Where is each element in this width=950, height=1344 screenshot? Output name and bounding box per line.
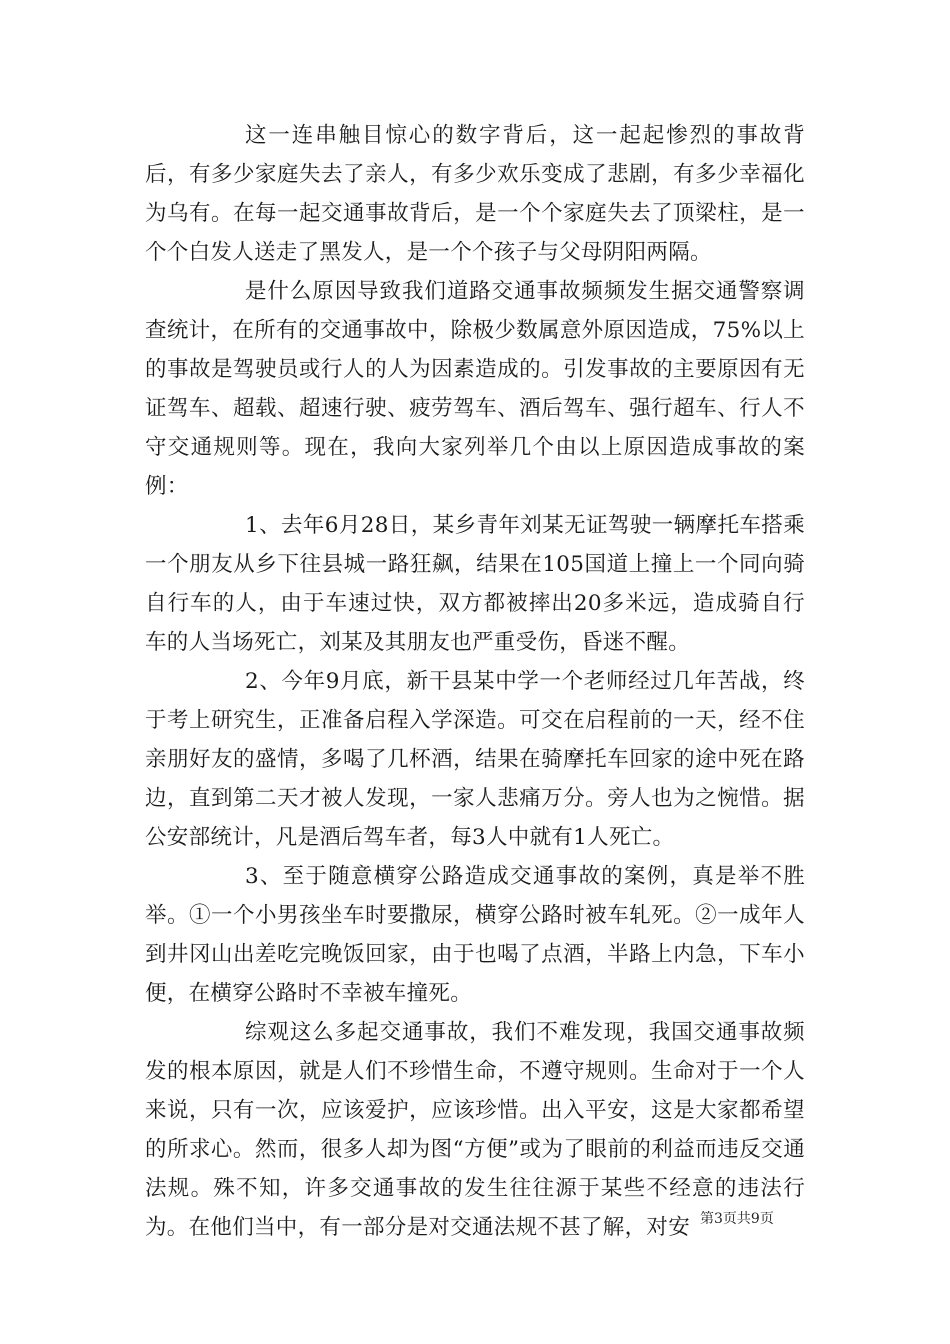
paragraph-3: 1、去年6月28日，某乡青年刘某无证驾驶一辆摩托车搭乘一个朋友从乡下往县城一路狂飙，结果在105国道上撞上一个同向骑自行车的人，由于车速过快，双方都被摔出20多米远，造成骑自行车的人当场死亡，刘某及其朋友也严重受伤，昏迷不醒。 [145, 513, 805, 655]
paragraph-2: 是什么原因导致我们道路交通事故频频发生据交通警察调查统计，在所有的交通事故中，除极少数属意外原因造成，75%以上的事故是驾驶员或行人的人为因素造成的。引发事故的主要原因有无证驾车、超载、超速行驶、疲劳驾车、酒后驾车、强行超车、行人不守交通规则等。现在，我向大家列举几个由以上原因造成事故的案例： [145, 279, 805, 499]
paragraph-4: 2、今年9月底，新干县某中学一个老师经过几年苦战，终于考上研究生，正准备启程入学深造。可交在启程前的一天，经不住亲朋好友的盛情，多喝了几杯酒，结果在骑摩托车回家的途中死在路边，直到第二天才被人发现，一家人悲痛万分。旁人也为之惋惜。据公安部统计，凡是酒后驾车者，每3人中就有1人死亡。 [145, 669, 805, 850]
paragraph-5: 3、至于随意横穿公路造成交通事故的案例，真是举不胜举。①一个小男孩坐车时要撒尿，横穿公路时被车轧死。②一成年人到井冈山出差吃完晚饭回家，由于也喝了点酒，半路上内急，下车小便，在横穿公路时不幸被车撞死。 [145, 864, 805, 1006]
document-body [145, 116, 805, 1247]
page-number-footer: 第3页共9页 [700, 1211, 774, 1227]
paragraph-1: 这一连串触目惊心的数字背后，这一起起惨烈的事故背后，有多少家庭失去了亲人，有多少欢乐变成了悲剧，有多少幸福化为乌有。在每一起交通事故背后，是一个个家庭失去了顶梁柱，是一个个白发人送走了黑发人，是一个个孩子与父母阴阳两隔。 [145, 123, 805, 265]
paragraph-6: 综观这么多起交通事故，我们不难发现，我国交通事故频发的根本原因，就是人们不珍惜生命，不遵守规则。生命对于一个人来说，只有一次，应该爱护，应该珍惜。出入平安，这是大家都希望的所求心。然而，很多人却为图“方便”或为了眼前的利益而违反交通法规。殊不知，许多交通事故的发生往往源于某些不经意的违法行为。在他们当中，有一部分是对交通法规不甚了解，对安 [145, 1020, 805, 1240]
